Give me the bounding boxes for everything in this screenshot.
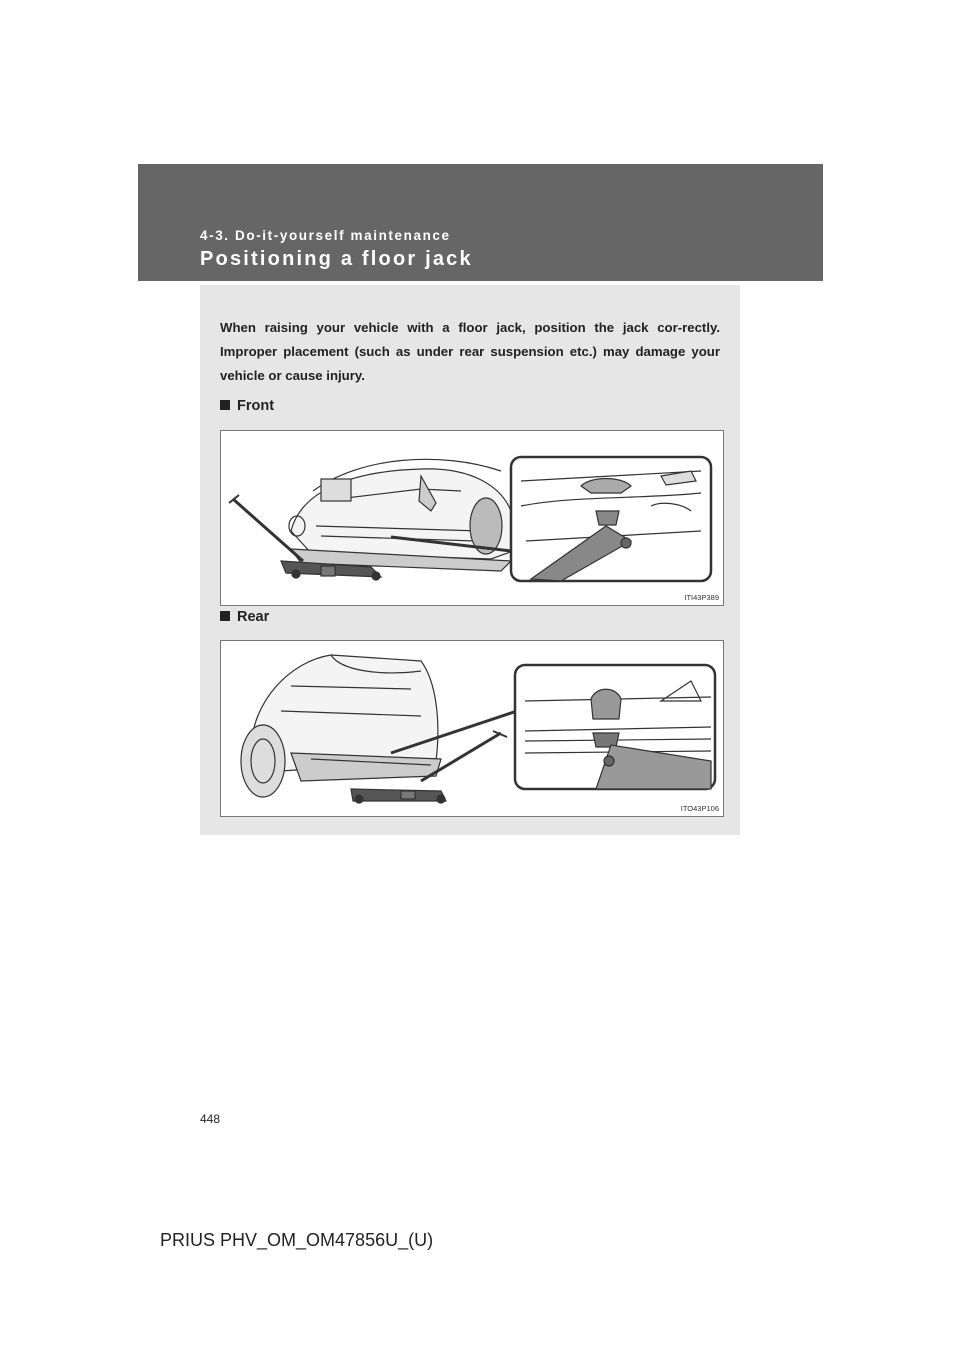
front-jack-drawing [221,431,723,605]
intro-text: When raising your vehicle with a floor jack, position the jack cor-rectly. Improper placement (such as under rear suspension etc.) may damage your vehicle or cause injury. [220,320,720,383]
rear-jack-illustration [220,640,724,817]
front-jack-illustration [220,430,724,606]
page-title: Positioning a floor jack [200,248,473,270]
footer-text: PRIUS PHV_OM_OM47856U_(U) [160,1230,434,1250]
front-figure-code: ITI43P389 [684,593,719,602]
rear-jack-drawing [221,641,723,816]
rear-heading [220,609,269,625]
section-label: 4-3. Do-it-yourself maintenance [200,228,451,243]
rear-figure-code: ITO43P106 [680,804,719,813]
rear-heading-label: Rear [237,609,270,625]
front-heading [220,398,274,414]
front-heading-label: Front [237,398,275,414]
square-bullet-icon [220,400,230,410]
square-bullet-icon [220,611,230,621]
page-number: 448 [200,1112,221,1126]
